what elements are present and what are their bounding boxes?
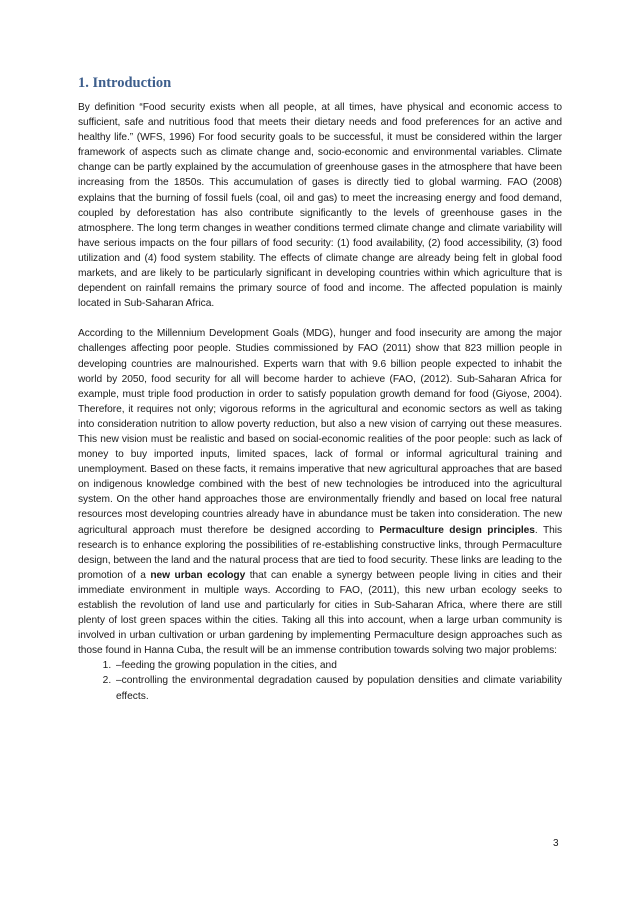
list-item: 2. –controlling the environmental degradation caused by population densities and climate variability effects. [114,673,562,703]
paragraph-2 [78,326,562,658]
paragraph-1: By definition “Food security exists when all people, at all times, have physical and economic access to sufficient, safe and nutritious food that meets their dietary needs and food preferences for an active and healthy life.” (WFS, 1996) For food security goals to be successful, it must be considered within the larger framework of aspects such as climate change and, socio-economic and environmental variables. Climate change can be partly explained by the accumulation of greenhouse gases in the atmosphere that have been increasing from the 1850s. This accumulation of gases is directly tied to global warming. FAO (2008) explains that the burning of fossil fuels (coal, oil and gas) to meet the increasing energy and food demand, coupled by deforestation has also contribute significantly to the levels of greenhouse gases in the atmosphere. The long term changes in weather conditions termed climate change and climate variability will have serious impacts on the four pillars of food security: (1) food availability, (2) food accessibility, (3) food utilization and (4) food system stability. The effects of climate change are already being felt in global food markets, and are likely to be particularly significant in developing countries within which agriculture that is dependent on rainfall remains the primary source of food and income. The affected population is mainly located in Sub-Saharan Africa. [78,102,562,310]
bold-permaculture-principles: Permaculture design principles [379,524,535,536]
list-item: 1. –feeding the growing population in the cities, and [114,658,562,673]
paragraph-2-part-3: that can enable a synergy between people living in cities and their immediate environment in multiple ways. According to FAO, (2011), this new urban ecology seeks to establish the revolution of land use and particularly for cities in Sub-Saharan Africa, where there are still plenty of lost green spaces within the cities. Taking all this into account, when a large urban community is involved in urban cultivation or urban gardening by implementing Permaculture design approaches such as those found in Hanna Cuba, the result will be an immense contribution towards solving two major problems: [78,569,562,657]
paragraph-2-part-1: According to the Millennium Development Goals (MDG), hunger and food insecurity are among the major challenges affecting poor people. Studies commissioned by FAO (2011) show that 823 million people in developing countries are malnourished. Experts warn that with 9.6 billion people expected to inhabit the world by 2050, food security for all will become harder to achieve (FAO, (2012). Sub-Saharan Africa for example, must triple food production in order to satisfy population growth demand for food (Giyose, 2004). Therefore, it requires not only; vigorous reforms in the agricultural and economic sectors as well as taking into consideration nutrition to allow poverty reduction, but also a new vision of carrying out these measures. This new vision must be realistic and based on social-economic realities of the poor people: such as lack of money to buy imported inputs, limited spaces, lack of formal or informal agricultural training and unemployment. Based on these facts, it remains imperative that new agricultural approaches that are based on indigenous knowledge combined with the best of new technologies be introduced into the agricultural system. On the other hand approaches those are environmentally friendly and based on local free natural resources most developing countries already have in abundance must be taken into consideration. The new agricultural approach must therefore be designed according to [78,328,562,536]
section-heading: 1. Introduction [78,75,172,91]
bold-new-urban-ecology: new urban ecology [150,569,246,581]
document-body [78,74,562,704]
problems-list [78,658,562,703]
paragraph-2-part-2: . This research is to enhance exploring the possibilities of re-establishing constructive links, through Permaculture design, between the land and the natural process that are tied to food security. These links are leading to the promotion of a [78,524,562,581]
page-number: 3 [553,838,559,849]
